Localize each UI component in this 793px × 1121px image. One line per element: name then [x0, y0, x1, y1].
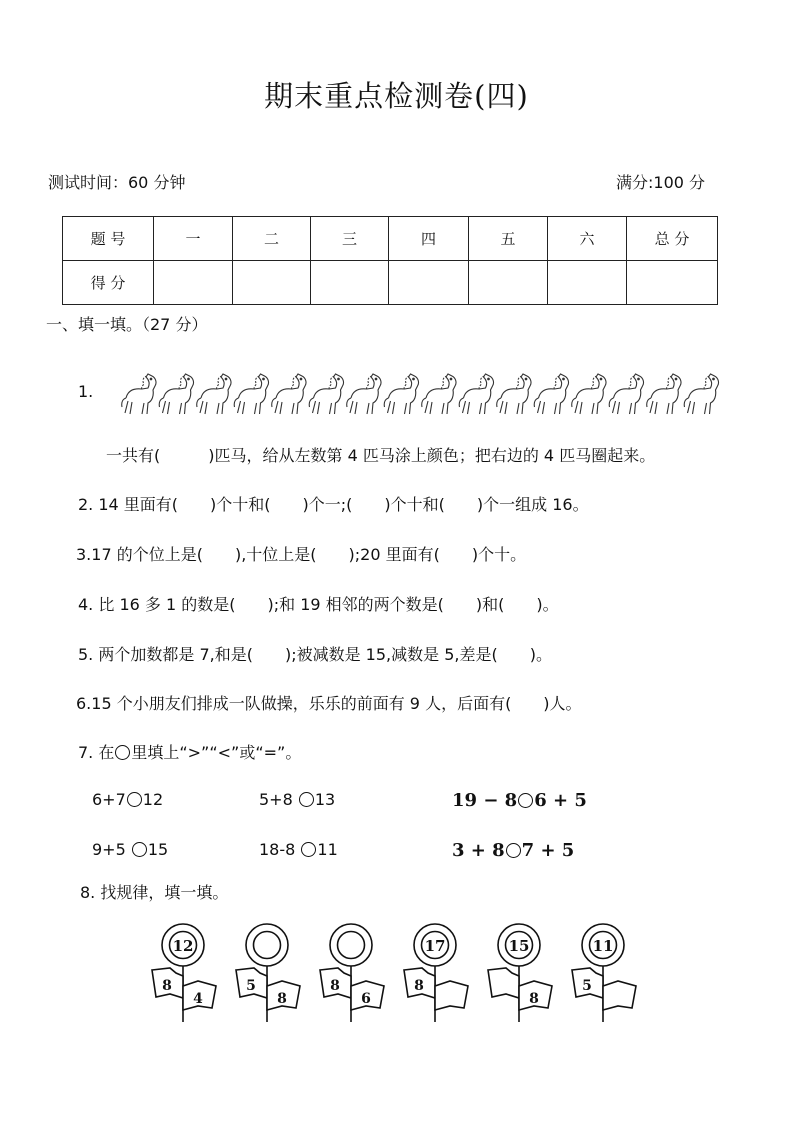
expr-right: 12 [142, 790, 164, 809]
circle-icon [115, 745, 130, 760]
score-table-header-row [63, 217, 718, 261]
flower-card [152, 924, 216, 1022]
expr-left: 3 + 8 [452, 840, 505, 861]
q1-number: 1. [78, 382, 94, 401]
q5-text: 5. 两个加数都是 7,和是( );被减数是 15,减数是 5,差是( )。 [78, 645, 552, 664]
q7-text-b: 里填上“>”“<”或“=”。 [131, 743, 302, 762]
flower-top-number: 17 [424, 937, 446, 955]
expr-right: 7 + 5 [521, 840, 575, 861]
flower-inner-circle [254, 932, 281, 959]
horse-icon [684, 374, 718, 414]
flower-top-number: 11 [592, 937, 614, 955]
flower-left-number: 8 [330, 978, 340, 994]
q7-item-6 [452, 840, 574, 861]
full-score: 满分:100 分 [616, 173, 706, 192]
q7-item-1 [92, 790, 163, 809]
score-table-score-row [63, 261, 718, 305]
flower-right-number: 6 [361, 991, 371, 1007]
horse-icon [497, 374, 531, 414]
q7-text [78, 740, 301, 763]
flower-left-number: 8 [162, 978, 172, 994]
header-cell: 五 [469, 217, 548, 261]
flower-left-number: 8 [414, 978, 424, 994]
flower-right-number: 8 [277, 991, 287, 1007]
horse-icon [197, 374, 231, 414]
horse-icon [272, 374, 306, 414]
expr-right: 6 + 5 [534, 790, 587, 811]
score-cell[interactable] [627, 261, 718, 305]
flower-left-number: 5 [246, 978, 256, 994]
right-flag [603, 981, 636, 1010]
header-cell: 一 [154, 217, 233, 261]
section-1-heading: 一、填一填。（27 分） [46, 315, 208, 334]
expr-right: 15 [147, 840, 169, 859]
horse-row [120, 372, 720, 418]
q7-item-5 [259, 840, 338, 859]
flower-right-number: 8 [529, 991, 539, 1007]
expr-right: 13 [314, 790, 336, 809]
q7-item-3 [452, 790, 587, 811]
row-label: 得 分 [63, 261, 154, 305]
q2-text: 2. 14 里面有( )个十和( )个一;( )个十和( )个一组成 16。 [78, 495, 589, 514]
horse-icon [384, 374, 418, 414]
compare-circle[interactable] [301, 842, 316, 857]
horse-icon [534, 374, 568, 414]
q7-text-a: 7. 在 [78, 743, 115, 762]
q7-item-4 [92, 840, 168, 859]
score-cell[interactable] [389, 261, 469, 305]
horse-icon [159, 374, 193, 414]
q8-text: 8. 找规律，填一填。 [80, 883, 229, 902]
header-cell: 二 [233, 217, 311, 261]
q7-item-2 [259, 790, 335, 809]
flower-card [236, 924, 300, 1022]
flower-outer-circle [330, 924, 372, 966]
horse-icon [572, 374, 606, 414]
q3-text: 3.17 的个位上是( ),十位上是( );20 里面有( )个十。 [76, 545, 527, 564]
compare-circle[interactable] [518, 793, 533, 808]
expr-left: 6+7 [92, 790, 126, 809]
expr-right: 11 [317, 840, 338, 859]
header-cell: 题 号 [63, 217, 154, 261]
compare-circle[interactable] [127, 792, 142, 807]
horse-icon [459, 374, 493, 414]
flower-card [488, 924, 552, 1022]
left-flag [488, 968, 519, 998]
flower-top-number: 12 [172, 937, 194, 955]
horse-icon [647, 374, 681, 414]
expr-left: 18-8 [259, 840, 296, 859]
horse-icon [234, 374, 268, 414]
flower-card [320, 924, 384, 1022]
flower-outer-circle [246, 924, 288, 966]
header-cell: 三 [311, 217, 389, 261]
compare-circle[interactable] [506, 843, 521, 858]
q4-text: 4. 比 16 多 1 的数是( );和 19 相邻的两个数是( )和( )。 [78, 595, 559, 614]
score-cell[interactable] [311, 261, 389, 305]
score-cell[interactable] [233, 261, 311, 305]
score-cell[interactable] [548, 261, 627, 305]
flower-card [404, 924, 468, 1022]
header-cell: 六 [548, 217, 627, 261]
horse-icon [609, 374, 643, 414]
expr-left: 9+5 [92, 840, 126, 859]
right-flag [435, 981, 468, 1010]
flower-top-number: 15 [508, 937, 530, 955]
test-time: 测试时间：60 分钟 [48, 173, 186, 192]
horse-icon [122, 374, 156, 414]
horse-icon [422, 374, 456, 414]
compare-circle[interactable] [299, 792, 314, 807]
score-cell[interactable] [469, 261, 548, 305]
flower-pattern [140, 918, 660, 1028]
expr-left: 5+8 [259, 790, 293, 809]
flower-card [572, 924, 636, 1022]
score-cell[interactable] [154, 261, 233, 305]
flower-left-number: 5 [582, 978, 592, 994]
page-title: 期末重点检测卷(四) [264, 79, 529, 113]
horse-icon [347, 374, 381, 414]
header-cell: 总 分 [627, 217, 718, 261]
flower-inner-circle [338, 932, 365, 959]
q1-text: 一共有( )匹马，给从左数第 4 匹马涂上颜色；把右边的 4 匹马圈起来。 [106, 446, 656, 465]
compare-circle[interactable] [132, 842, 147, 857]
expr-left: 19 − 8 [452, 790, 518, 811]
flower-right-number: 4 [193, 991, 203, 1007]
score-table [62, 216, 718, 305]
horse-icon [309, 374, 343, 414]
q6-text: 6.15 个小朋友们排成一队做操，乐乐的前面有 9 人，后面有( )人。 [76, 694, 582, 713]
header-cell: 四 [389, 217, 469, 261]
